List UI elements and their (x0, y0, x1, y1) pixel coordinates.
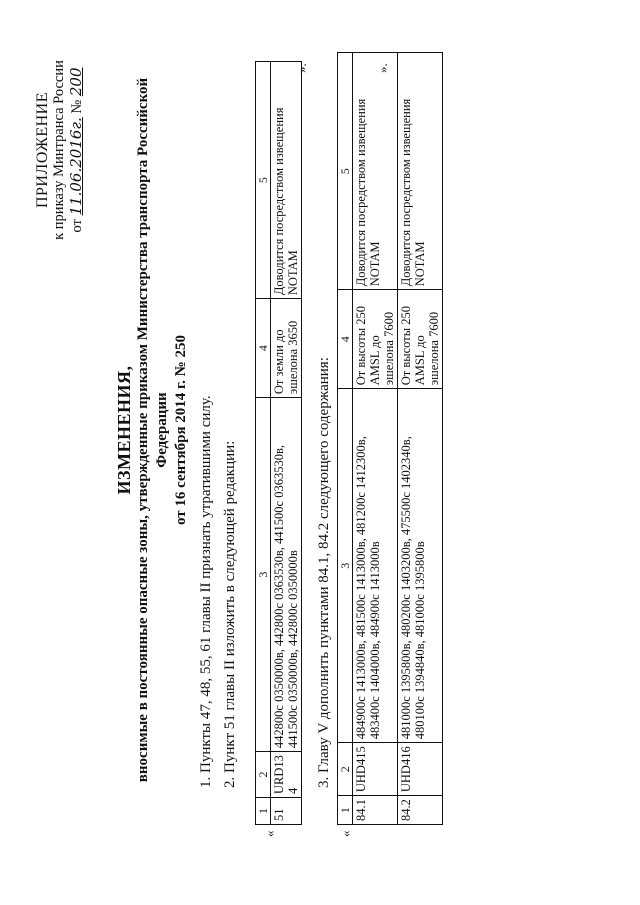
table-header-row (256, 62, 271, 825)
table-header-cell: 2 (256, 752, 271, 798)
title-line-1: вносимые в постоянные опасные зоны, утвержденные приказом Министерства транспорта Российской Федерации (135, 77, 170, 783)
table-header-row (338, 53, 353, 825)
table-cell: От земли до эшелона 3650 (271, 299, 302, 398)
table-header-cell: 2 (338, 743, 353, 796)
table-row (271, 62, 302, 825)
table-cell: UHD416 (398, 743, 443, 796)
table-chapter-2 (255, 61, 302, 825)
document-title (115, 45, 191, 815)
quote-open-2: « (338, 830, 353, 837)
handwritten-date: 11.06.2016г. (67, 117, 85, 216)
table-header-cell: 5 (338, 53, 353, 290)
table-cell: 84.2 (398, 796, 443, 825)
appendix-order-line: к приказу Минтранса России (51, 60, 67, 240)
number-label: № (69, 99, 85, 114)
table-cell: 442800с 0350000в, 442800с 0363530в, 441500с 0363530в, 441500с 0350000в, 442800с 0350000в (271, 398, 302, 752)
table-cell: 484900с 1413000в, 481500с 1413000в, 481200с 1412300в, 483400с 1404000в, 484900с 1413000в (353, 389, 398, 743)
quote-close-2: ». (375, 63, 390, 73)
quote-open-1: « (262, 830, 277, 837)
item-1: 1. Пункты 47, 48, 55, 61 главы II признать утратившими силу. (198, 395, 214, 788)
table-row (353, 53, 398, 825)
table-header-cell: 1 (338, 796, 353, 825)
quote-close-1: ». (294, 63, 309, 73)
table-header-cell: 4 (256, 299, 271, 398)
title-line-2: от 16 сентября 2014 г. № 250 (173, 335, 189, 525)
table-cell: Доводится посредством извещения NOTAM (271, 62, 302, 299)
table-cell: От высоты 250 AMSL до эшелона 7600 (353, 290, 398, 389)
table-chapter-5 (337, 52, 443, 825)
item-2: 2. Пункт 51 главы II изложить в следующей редакции: (222, 440, 238, 788)
table-row (398, 53, 443, 825)
title-heading: ИЗМЕНЕНИЯ, (114, 365, 134, 495)
table-header-cell: 5 (256, 62, 271, 299)
from-label: от (69, 219, 85, 233)
appendix-block (34, 35, 86, 265)
appendix-title: ПРИЛОЖЕНИЕ (34, 92, 51, 209)
table-header-cell: 3 (256, 398, 271, 752)
item-3: 3. Главу V дополнить пунктами 84.1, 84.2 следующего содержания: (316, 357, 332, 788)
table-cell: UHD415 (353, 743, 398, 796)
table-header-cell: 3 (338, 389, 353, 743)
table-cell: 84.1 (353, 796, 398, 825)
table-cell: 481000с 1395800в, 480200с 1403200в, 475500с 1402340в, 480100с 1394840в, 481000с 1395800в (398, 389, 443, 743)
appendix-date-line (68, 35, 86, 265)
handwritten-number: 200 (67, 67, 85, 97)
table-header-cell: 4 (338, 290, 353, 389)
table-header-cell: 1 (256, 798, 271, 825)
table-cell: 51 (271, 798, 302, 825)
table-cell: От высоты 250 AMSL до эшелона 7600 (398, 290, 443, 389)
table-cell: Доводится посредством извещения NOTAM (353, 53, 398, 290)
table-cell: URD13 4 (271, 752, 302, 798)
table-cell: Доводится посредством извещения NOTAM (398, 53, 443, 290)
